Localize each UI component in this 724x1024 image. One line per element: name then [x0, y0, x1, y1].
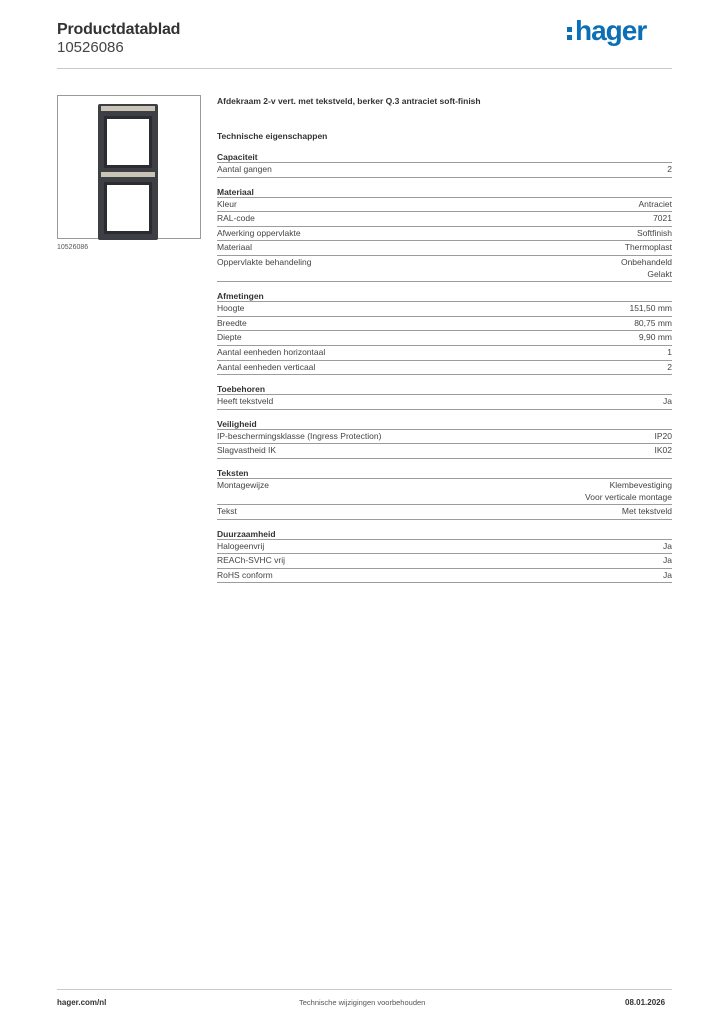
spec-label: Aantal eenheden horizontaal: [217, 346, 326, 357]
spec-value-line: Gelakt: [647, 268, 672, 279]
spec-value-line: 2: [667, 361, 672, 372]
image-caption: 10526086: [57, 244, 89, 251]
footer-divider: [57, 989, 672, 990]
spec-row: [217, 302, 672, 317]
spec-label: Montagewijze: [217, 479, 269, 490]
logo-dots-icon: [567, 27, 572, 40]
spec-label: Afwerking oppervlakte: [217, 227, 301, 238]
product-title: Afdekraam 2-v vert. met tekstveld, berker Q.3 antraciet soft-finish: [217, 96, 481, 106]
spec-value-line: Ja: [663, 569, 672, 580]
spec-section: [217, 529, 672, 584]
spec-content: [217, 95, 672, 592]
spec-value: [655, 445, 673, 457]
product-image: [57, 95, 201, 239]
spec-row: [217, 444, 672, 459]
section-title: Teksten: [217, 468, 672, 479]
spec-value-line: 151,50 mm: [629, 303, 672, 314]
spec-label: IP-beschermingsklasse (Ingress Protection): [217, 430, 382, 441]
spec-section: [217, 419, 672, 459]
spec-label: Aantal gangen: [217, 164, 272, 174]
section-title: Toebehoren: [217, 384, 672, 395]
header-divider: [57, 68, 672, 69]
spec-section: [217, 187, 672, 283]
footer-website-link[interactable]: hager.com/nl: [57, 998, 107, 1007]
spec-value-line: Met tekstveld: [621, 506, 672, 517]
spec-value-line: Ja: [663, 396, 672, 407]
spec-row: [217, 198, 672, 213]
spec-label: Slagvastheid IK: [217, 445, 277, 456]
spec-value-line: Ja: [663, 540, 672, 551]
spec-value-line: Thermoplast: [624, 242, 672, 253]
spec-label: Oppervlakte behandeling: [217, 256, 312, 267]
spec-section: [217, 384, 672, 410]
spec-label: REACh-SVHC vrij: [217, 555, 286, 566]
section-title: Capaciteit: [217, 152, 672, 163]
spec-row: [217, 361, 672, 376]
spec-value: [663, 570, 672, 582]
spec-value: [629, 303, 672, 315]
spec-value-line: IK02: [654, 445, 672, 456]
spec-label: RAL-code: [217, 213, 255, 224]
section-title: Materiaal: [217, 187, 672, 198]
spec-row: [217, 212, 672, 227]
spec-row: [217, 430, 672, 445]
spec-value-line: 2: [667, 164, 672, 174]
spec-row: [217, 569, 672, 584]
spec-value-line: IP20: [654, 430, 672, 441]
spec-value: [625, 242, 672, 254]
spec-value: [621, 257, 672, 280]
spec-value: [667, 362, 672, 374]
spec-value: [622, 506, 672, 518]
spec-value-line: 7021: [653, 213, 672, 224]
spec-value-line: Onbehandeld: [620, 256, 672, 267]
spec-value: [638, 199, 672, 211]
spec-value-line: 80,75 mm: [634, 317, 672, 328]
spec-value: [637, 228, 672, 240]
spec-value-line: Ja: [663, 555, 672, 566]
spec-value: [639, 332, 672, 344]
spec-row: [217, 505, 672, 520]
spec-value: [667, 347, 672, 359]
spec-value-line: 1: [667, 346, 672, 357]
spec-section: [217, 152, 672, 178]
spec-row: [217, 395, 672, 410]
spec-label: Breedte: [217, 317, 247, 328]
spec-row: [217, 479, 672, 505]
spec-value: [585, 480, 672, 503]
spec-section: [217, 468, 672, 520]
spec-sections: [217, 152, 672, 583]
spec-label: Aantal eenheden verticaal: [217, 361, 316, 372]
spec-label: Tekst: [217, 506, 237, 517]
spec-label: Halogeenvrij: [217, 540, 265, 551]
spec-row: [217, 554, 672, 569]
footer-disclaimer: Technische wijzigingen voorbehouden: [299, 998, 426, 1007]
spec-value: [667, 164, 672, 176]
spec-row: [217, 317, 672, 332]
spec-label: Materiaal: [217, 242, 252, 253]
spec-row: [217, 540, 672, 555]
spec-section: [217, 291, 672, 375]
spec-value: [663, 555, 672, 567]
spec-value-line: Softfinish: [637, 227, 672, 238]
spec-value-line: Antraciet: [638, 198, 672, 209]
spec-value-line: 9,90 mm: [638, 332, 672, 343]
spec-value: [634, 318, 672, 330]
spec-value: [663, 396, 672, 408]
section-title: Afmetingen: [217, 291, 672, 302]
cover-frame-illustration: [98, 100, 158, 246]
section-title: Veiligheid: [217, 419, 672, 430]
section-title: Duurzaamheid: [217, 529, 672, 540]
hager-logo: [567, 14, 646, 48]
spec-value-line: Klembevestiging: [609, 479, 672, 490]
spec-value: [655, 431, 673, 443]
spec-row: [217, 241, 672, 256]
spec-row: [217, 163, 672, 178]
spec-label: Hoogte: [217, 303, 245, 314]
spec-value-line: Voor verticale montage: [585, 491, 672, 502]
tech-heading: Technische eigenschappen: [217, 131, 328, 141]
spec-row: [217, 227, 672, 242]
spec-row: [217, 346, 672, 361]
spec-row: [217, 256, 672, 282]
spec-label: RoHS conform: [217, 569, 273, 580]
product-code: 10526086: [57, 39, 124, 56]
spec-label: Heeft tekstveld: [217, 396, 274, 407]
page-title: Productdatablad: [57, 21, 181, 38]
spec-value: [653, 213, 672, 225]
logo-text: hager: [575, 15, 647, 46]
spec-label: Diepte: [217, 332, 242, 343]
spec-row: [217, 331, 672, 346]
spec-value: [663, 541, 672, 553]
spec-label: Kleur: [217, 198, 237, 209]
footer-date: 08.01.2026: [625, 998, 666, 1007]
